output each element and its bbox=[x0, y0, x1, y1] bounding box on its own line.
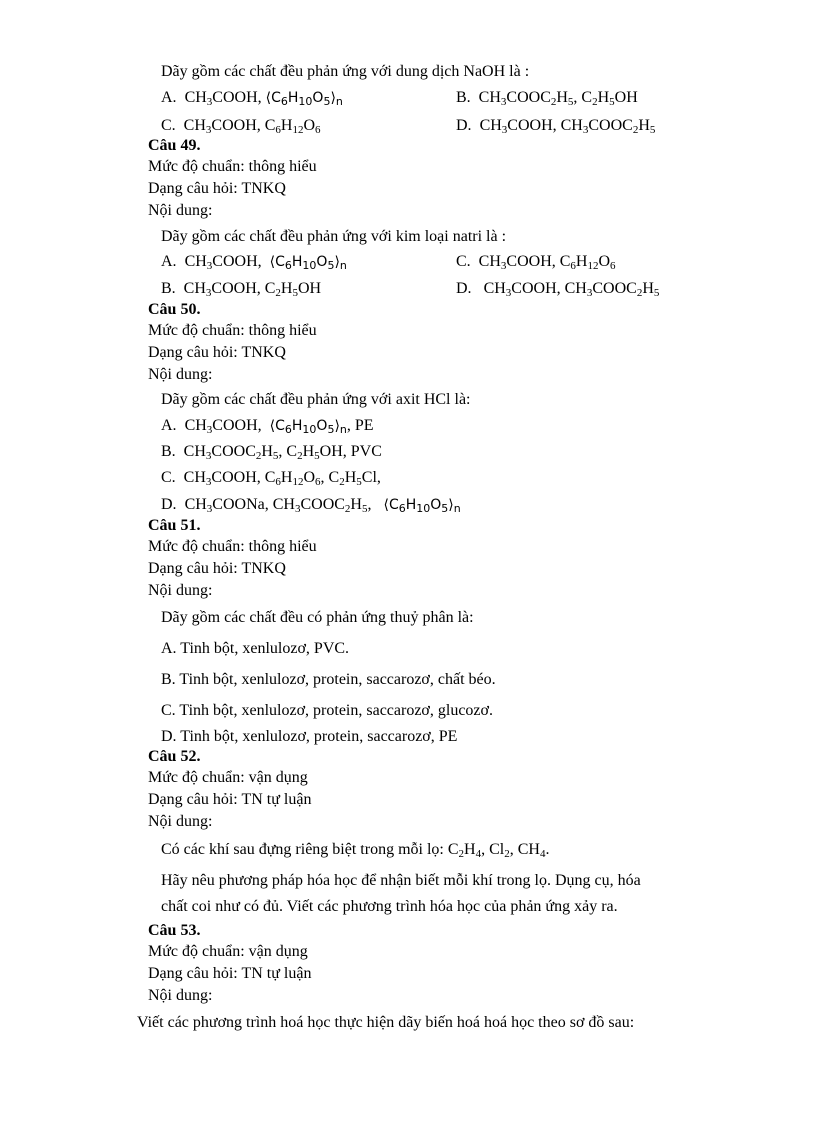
q53-title: Câu 53. bbox=[148, 922, 201, 939]
q49-option-c: C. $CH_3COOH$, $C_6H_{12}O_6$ bbox=[456, 253, 616, 272]
q48-option-d: D. $CH_3COOH$, $CH_3COOC_2H_5$ bbox=[456, 117, 656, 136]
q50-option-a: A. $CH_3COOH$, $⟨C_6H_{10}O_5⟩_n$, PE bbox=[161, 417, 374, 436]
polymer-formula-icon: $⟨C_6H_{10}O_5⟩_n$ bbox=[383, 497, 461, 515]
polymer-formula-icon: $⟨C_6H_{10}O_5⟩_n$ bbox=[269, 418, 347, 436]
q48-option-b: B. $CH_3COOC_2H_5$, $C_2H_5OH$ bbox=[456, 89, 638, 108]
q49-option-b: B. $CH_3COOH$, $C_2H_5OH$ bbox=[161, 280, 322, 299]
q51-option-d: D. Tinh bột, xenlulozơ, protein, saccarozơ, PE bbox=[161, 728, 458, 745]
q50-stem: Dãy gồm các chất đều phản ứng với axit HCl là: bbox=[161, 391, 471, 408]
q52-title: Câu 52. bbox=[148, 748, 201, 765]
q48-option-c: C. $CH_3COOH$, $C_6H_{12}O_6$ bbox=[161, 117, 321, 136]
q52-content-label: Nội dung: bbox=[148, 813, 213, 830]
q49-title: Câu 49. bbox=[148, 137, 201, 154]
q48-stem: Dãy gồm các chất đều phản ứng với dung dịch NaOH là : bbox=[161, 63, 530, 80]
q50-option-d: D. $CH_3COONa$, $CH_3COOC_2H_5$, $⟨C_6H_{10}O_5⟩_n$ bbox=[161, 496, 461, 515]
polymer-formula-icon: $⟨C_6H_{10}O_5⟩_n$ bbox=[265, 90, 343, 108]
q49-type: Dạng câu hỏi: TNKQ bbox=[148, 180, 286, 197]
q49-stem: Dãy gồm các chất đều phản ứng với kim loại natri là : bbox=[161, 228, 507, 245]
q53-type: Dạng câu hỏi: TN tự luận bbox=[148, 965, 312, 982]
q52-paragraph-2b: chất coi như có đủ. Viết các phương trình hóa học của phản ứng xảy ra. bbox=[161, 898, 618, 915]
q53-content-label: Nội dung: bbox=[148, 987, 213, 1004]
q52-paragraph-1: Có các khí sau đựng riêng biệt trong mỗi lọ: $C_2H_4$, $Cl_2$, $CH_4$. bbox=[161, 841, 550, 860]
q53-stem: Viết các phương trình hoá học thực hiện dãy biến hoá hoá học theo sơ đồ sau: bbox=[137, 1014, 635, 1031]
q53-level: Mức độ chuẩn: vận dụng bbox=[148, 943, 308, 960]
q52-type: Dạng câu hỏi: TN tự luận bbox=[148, 791, 312, 808]
q49-level: Mức độ chuẩn: thông hiểu bbox=[148, 158, 317, 175]
q49-option-a: A. $CH_3COOH$, $⟨C_6H_{10}O_5⟩_n$ bbox=[161, 253, 347, 272]
polymer-formula-icon: $⟨C_6H_{10}O_5⟩_n$ bbox=[269, 254, 347, 272]
q50-title: Câu 50. bbox=[148, 301, 201, 318]
q50-type: Dạng câu hỏi: TNKQ bbox=[148, 344, 286, 361]
q50-content-label: Nội dung: bbox=[148, 366, 213, 383]
q50-option-c: C. $CH_3COOH$, $C_6H_{12}O_6$, $C_2H_5Cl$, bbox=[161, 469, 381, 488]
q51-type: Dạng câu hỏi: TNKQ bbox=[148, 560, 286, 577]
q51-content-label: Nội dung: bbox=[148, 582, 213, 599]
q49-option-d: D. $CH_3COOH$, $CH_3COOC_2H_5$ bbox=[456, 280, 660, 299]
q51-title: Câu 51. bbox=[148, 517, 201, 534]
q52-level: Mức độ chuẩn: vận dụng bbox=[148, 769, 308, 786]
q50-option-b: B. $CH_3COOC_2H_5$, $C_2H_5OH$, PVC bbox=[161, 443, 382, 462]
q51-stem: Dãy gồm các chất đều có phản ứng thuỷ phân là: bbox=[161, 609, 474, 626]
q51-option-c: C. Tinh bột, xenlulozơ, protein, saccarozơ, glucozơ. bbox=[161, 702, 493, 719]
q49-content-label: Nội dung: bbox=[148, 202, 213, 219]
q51-level: Mức độ chuẩn: thông hiểu bbox=[148, 538, 317, 555]
q51-option-a: A. Tinh bột, xenlulozơ, PVC. bbox=[161, 640, 350, 657]
q52-paragraph-2a: Hãy nêu phương pháp hóa học để nhận biết mỗi khí trong lọ. Dụng cụ, hóa bbox=[161, 872, 641, 889]
q50-level: Mức độ chuẩn: thông hiểu bbox=[148, 322, 317, 339]
q51-option-b: B. Tinh bột, xenlulozơ, protein, saccarozơ, chất béo. bbox=[161, 671, 496, 688]
q48-option-a: A. $CH_3COOH$, $⟨C_6H_{10}O_5⟩_n$ bbox=[161, 89, 343, 108]
